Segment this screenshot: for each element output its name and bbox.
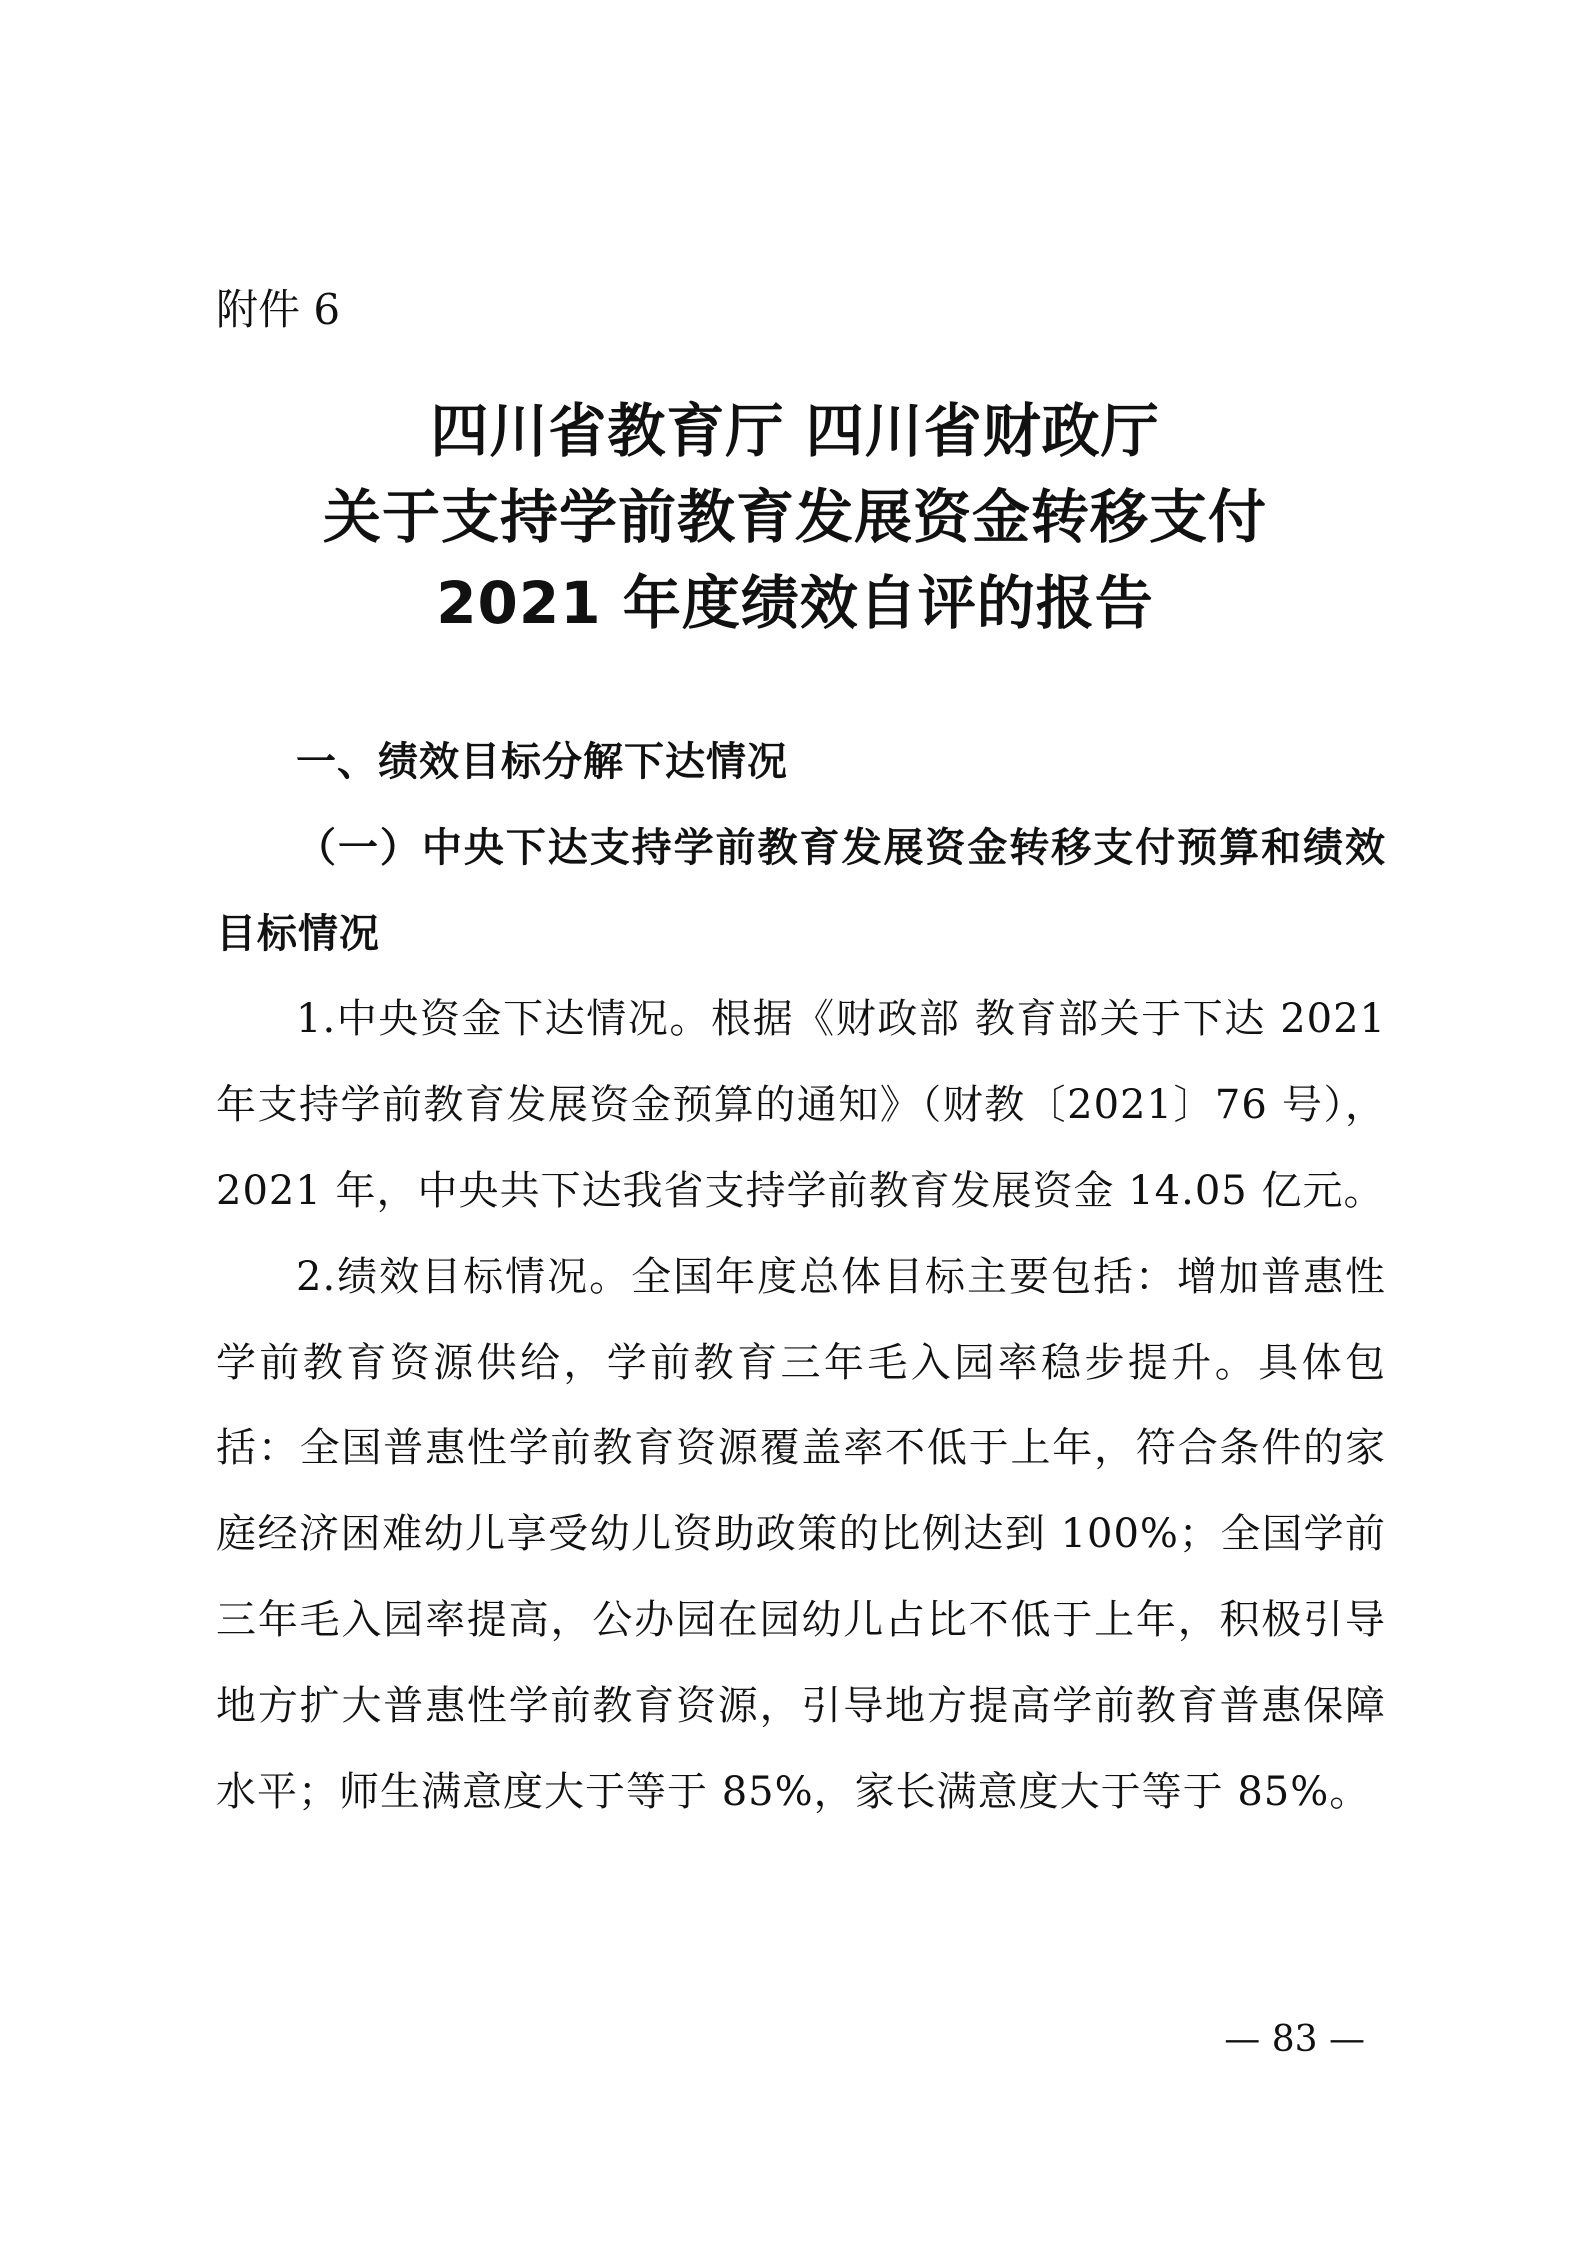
- document-body: [216, 720, 1386, 1835]
- section-heading-2: （一）中央下达支持学前教育发展资金转移支付预算和绩效目标情况: [216, 824, 1386, 957]
- title-line-3: 2021 年度绩效自评的报告: [436, 569, 1154, 637]
- section-heading-1: 一、绩效目标分解下达情况: [296, 739, 788, 785]
- title-line-2: 关于支持学前教育发展资金转移支付: [322, 483, 1267, 551]
- paragraph-central-funds: 1.中央资金下达情况。根据《财政部 教育部关于下达 2021 年支持学前教育发展资金预算的通知》（财教〔2021〕76 号），2021 年，中央共下达我省支持学前教育发展资金 14.05 亿元。: [216, 996, 1386, 1214]
- attachment-label: 附件 6: [216, 285, 341, 334]
- document-title: [220, 388, 1370, 646]
- page-number: — 83 —: [1224, 2019, 1365, 2060]
- title-line-1: 四川省教育厅 四川省财政厅: [430, 397, 1160, 465]
- paragraph-performance-goals: 2.绩效目标情况。全国年度总体目标主要包括：增加普惠性学前教育资源供给，学前教育三年毛入园率稳步提升。具体包括：全国普惠性学前教育资源覆盖率不低于上年，符合条件的家庭经济困难幼儿享受幼儿资助政策的比例达到 100%；全国学前三年毛入园率提高，公办园在园幼儿占比不低于上年，积极引导地方扩大普惠性学前教育资源，引导地方提高学前教育普惠保障水平；师生满意度大于等于 85%，家长满意度大于等于 85%。: [216, 1253, 1386, 1815]
